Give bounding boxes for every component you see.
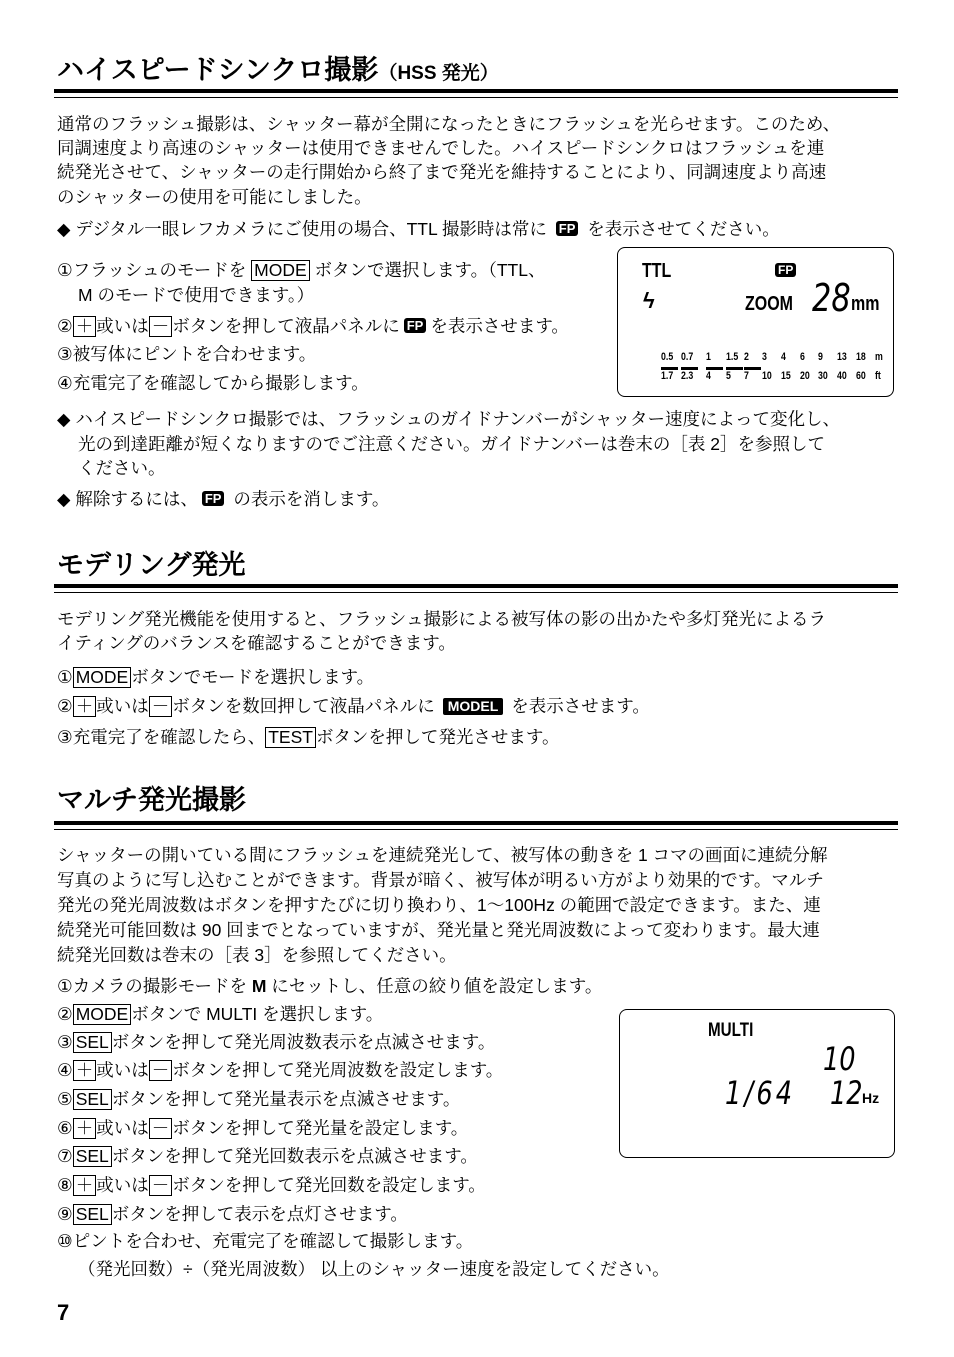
scale-m-label: 18 (856, 351, 866, 363)
text-segment: ボタンを押して液晶パネルに (172, 316, 400, 336)
text-segment: ◆ 解除するには、 (57, 489, 198, 509)
heading-rule-thin (54, 592, 898, 593)
text-line (57, 918, 820, 942)
button-label-box: SEL (73, 1146, 112, 1167)
text-segment: ③ (57, 1032, 73, 1052)
button-label-box: ＋ (73, 1060, 97, 1081)
text-segment: ⑦ (57, 1146, 73, 1166)
section-heading-hss (57, 53, 499, 91)
text-segment: を表示させます。 (430, 316, 569, 336)
button-label-box: － (149, 1175, 173, 1196)
range-bar (706, 367, 723, 370)
text-segment: ④ (57, 1060, 73, 1080)
text-segment: ⑥ (57, 1118, 73, 1138)
text-segment: 発光の発光周波数はボタンを押すたびに切り換わり、1〜100Hz の範囲で設定できます。また、連 (57, 895, 821, 915)
scale-ft-label: 60 (856, 370, 866, 382)
scale-ft-label: 30 (818, 370, 828, 382)
text-segment: ボタンを数回押して液晶パネルに (172, 696, 435, 716)
scale-ft-label: 40 (837, 370, 847, 382)
scale-m-label: 3 (762, 351, 767, 363)
text-segment: 通常のフラッシュ撮影は、シャッター幕が全開になったときにフラッシュを光らせます。このため、 (57, 114, 841, 134)
text-segment: 続発光可能回数は 90 回までとなっていますが、発光量と発光周波数によって変わります。最大連 (57, 920, 820, 940)
text-line (78, 432, 825, 456)
text-line (57, 631, 456, 655)
text-segment: イティングのバランスを確認することができます。 (57, 633, 456, 653)
scale-m-label: 4 (781, 351, 786, 363)
text-segment: ボタンで MULTI を選択します。 (131, 1004, 384, 1024)
text-line (57, 943, 457, 967)
model-icon: MODEL (443, 698, 504, 715)
text-segment: ①カメラの撮影モードを (57, 976, 252, 996)
text-line (57, 868, 824, 892)
text-line (57, 314, 569, 338)
fp-icon: FP (202, 491, 225, 506)
scale-m-label: 9 (818, 351, 823, 363)
text-line (57, 1202, 408, 1226)
text-line (57, 725, 560, 749)
text-line (57, 160, 826, 184)
text-segment: ボタンで選択します。（TTL、 (309, 260, 546, 280)
text-line (57, 1173, 486, 1197)
text-segment: （発光回数）÷（発光周波数） 以上のシャッター速度を設定してください。 (78, 1259, 670, 1279)
range-bar (744, 367, 761, 370)
text-segment: のシャッターの使用を可能にしました。 (57, 187, 372, 207)
text-segment: 続発光させて、シャッターの走行開始から終了まで発光を維持することにより、同調速度より高速 (57, 162, 827, 182)
heading-rule (54, 821, 898, 825)
lcd-mode: MULTI (708, 1020, 754, 1041)
lcd-mode: TTL (642, 260, 672, 282)
text-line (57, 1144, 478, 1168)
text-segment: ボタンを押して発光量表示を点滅させます。 (111, 1089, 461, 1109)
scale-m-label: 0.5 (661, 351, 674, 363)
text-line (57, 487, 389, 511)
zoom-unit: mm (851, 293, 880, 315)
button-label-box: ＋ (73, 1175, 97, 1196)
fp-indicator: FP (775, 263, 796, 277)
scale-m-label: m (875, 351, 883, 363)
text-segment: ボタンを押して発光させます。 (315, 727, 560, 747)
text-line (57, 974, 602, 998)
scale-ft-label: 7 (744, 370, 749, 382)
flash-power: 1/64 (725, 1074, 796, 1112)
scale-m-label: 13 (837, 351, 847, 363)
button-label-box: MODE (73, 1004, 132, 1025)
text-segment: ⑨ (57, 1204, 73, 1224)
text-line (57, 1229, 473, 1253)
button-label-box: － (149, 1060, 173, 1081)
flash-ready-icon: ϟ (643, 288, 655, 313)
button-label-box: ＋ (73, 1118, 97, 1139)
button-label-box: SEL (73, 1089, 112, 1110)
range-bar (661, 367, 678, 370)
button-label-box: ＋ (73, 696, 97, 717)
button-label-box: MODE (73, 667, 132, 688)
text-segment: の表示を消します。 (228, 489, 390, 509)
button-label-box: － (149, 316, 173, 337)
text-segment: ③充電完了を確認したら、 (57, 727, 266, 747)
text-segment: ② (57, 696, 73, 716)
text-segment: ボタンを押して発光回数を設定します。 (172, 1175, 486, 1195)
heading-rule-thin (54, 97, 898, 98)
text-line (57, 843, 828, 867)
button-label-box: ＋ (73, 316, 97, 337)
scale-m-label: 1 (706, 351, 711, 363)
text-line (78, 1257, 670, 1281)
scale-ft-label: 4 (706, 370, 711, 382)
heading-rule (54, 89, 898, 93)
button-label-box: TEST (265, 727, 316, 748)
scale-m-label: 2 (744, 351, 749, 363)
text-line (57, 1087, 460, 1111)
scale-m-label: 0.7 (681, 351, 694, 363)
text-line (57, 1058, 503, 1082)
text-segment: ◆ ハイスピードシンクロ撮影では、フラッシュのガイドナンバーがシャッター速度によって変化し、 (57, 409, 840, 429)
scale-ft-label: 2.3 (681, 370, 694, 382)
text-segment: ① (57, 667, 73, 687)
lcd-panel-multi (619, 1009, 895, 1158)
heading-rule (54, 584, 898, 588)
text-line (57, 217, 780, 241)
text-segment: ⑩ピントを合わせ、充電完了を確認して撮影します。 (57, 1231, 474, 1251)
text-segment: ボタンを押して発光周波数を設定します。 (172, 1060, 504, 1080)
text-line (57, 407, 840, 431)
frequency-unit: Hz (862, 1090, 880, 1106)
scale-m-label: 6 (800, 351, 805, 363)
mode-m-symbol: M (251, 976, 267, 996)
text-segment: モデリング発光機能を使用すると、フラッシュ撮影による被写体の影の出かたや多灯発光によるラ (57, 609, 826, 629)
scale-ft-label: 20 (800, 370, 810, 382)
text-segment: 或いは (96, 1175, 149, 1195)
scale-ft-label: 15 (781, 370, 791, 382)
text-line (78, 456, 166, 480)
flash-count: 10 (823, 1040, 856, 1078)
fp-icon: FP (404, 318, 427, 333)
text-line (57, 1030, 495, 1054)
text-line (57, 112, 840, 136)
text-segment: 或いは (96, 696, 149, 716)
zoom-label: ZOOM (745, 293, 793, 315)
text-segment: ② (57, 316, 73, 336)
text-segment: ①フラッシュのモードを (57, 260, 252, 280)
text-segment: ボタンを押して発光周波数表示を点滅させます。 (111, 1032, 496, 1052)
button-label-box: SEL (73, 1204, 112, 1225)
heading-subtitle: （HSS 発光） (378, 63, 499, 84)
scale-ft-label: 10 (762, 370, 772, 382)
text-line (57, 136, 824, 160)
section-heading-multi: マルチ発光撮影 (57, 785, 246, 815)
text-segment: 同調速度より高速のシャッターは使用できませんでした。ハイスピードシンクロはフラッシュを連 (57, 138, 825, 158)
text-segment: シャッターの開いている間にフラッシュを連続発光して、被写体の動きを 1 コマの画面に連続分解 (57, 845, 828, 865)
text-line (57, 1002, 383, 1026)
scale-m-label: 1.5 (726, 351, 739, 363)
section-heading-modeling: モデリング発光 (57, 550, 246, 580)
text-segment: 続発光回数は巻末の［表 3］を参照してください。 (57, 945, 457, 965)
text-segment: ② (57, 1004, 73, 1024)
text-segment: を表示させてください。 (582, 219, 780, 239)
heading-text: ハイスピードシンクロ撮影 (57, 55, 379, 85)
text-segment: 写真のように写し込むことができます。背景が暗く、被写体が明るい方がより効果的です。マルチ (57, 870, 824, 890)
text-segment: 光の到達距離が短くなりますのでご注意ください。ガイドナンバーは巻末の［表 2］を参照して (78, 434, 825, 454)
page-number: 7 (57, 1300, 70, 1325)
button-label-box: MODE (251, 260, 310, 281)
fp-icon: FP (556, 221, 579, 236)
text-segment: M のモードで使用できます。） (78, 285, 315, 305)
text-segment: ボタンでモードを選択します。 (131, 667, 375, 687)
text-line (57, 371, 369, 395)
text-segment: ボタンを押して発光回数表示を点滅させます。 (111, 1146, 478, 1166)
text-segment: ボタンを押して発光量を設定します。 (172, 1118, 469, 1138)
range-bar (681, 367, 698, 370)
text-line (57, 607, 826, 631)
text-segment: 或いは (96, 1118, 149, 1138)
heading-rule-thin (54, 829, 898, 830)
range-bar (726, 367, 743, 370)
text-segment: 或いは (96, 316, 149, 336)
scale-ft-label: 5 (726, 370, 731, 382)
flash-frequency: 12 (830, 1074, 863, 1112)
button-label-box: SEL (73, 1032, 112, 1053)
text-line (57, 1116, 468, 1140)
text-line (57, 185, 372, 209)
text-segment: ボタンを押して表示を点灯させます。 (111, 1204, 408, 1224)
text-line (57, 893, 821, 917)
lcd-panel-hss (617, 247, 894, 397)
text-segment: ◆ デジタル一眼レフカメラにご使用の場合、TTL 撮影時は常に (57, 219, 552, 239)
text-segment: ④充電完了を確認してから撮影します。 (57, 373, 369, 393)
text-segment: 或いは (96, 1060, 149, 1080)
text-segment: にセットし、任意の絞り値を設定します。 (266, 976, 603, 996)
text-segment: ⑤ (57, 1089, 73, 1109)
text-line (57, 694, 650, 718)
scale-ft-label: ft (875, 370, 881, 382)
text-line (57, 342, 316, 366)
button-label-box: － (149, 696, 173, 717)
text-segment: を表示させます。 (511, 696, 650, 716)
zoom-value: 28 (812, 276, 851, 320)
text-segment: ③被写体にピントを合わせます。 (57, 344, 317, 364)
text-line (57, 665, 374, 689)
text-line (57, 258, 545, 282)
button-label-box: － (149, 1118, 173, 1139)
text-line (78, 283, 314, 307)
scale-ft-label: 1.7 (661, 370, 674, 382)
text-segment: ⑧ (57, 1175, 73, 1195)
text-segment: ください。 (78, 458, 166, 478)
